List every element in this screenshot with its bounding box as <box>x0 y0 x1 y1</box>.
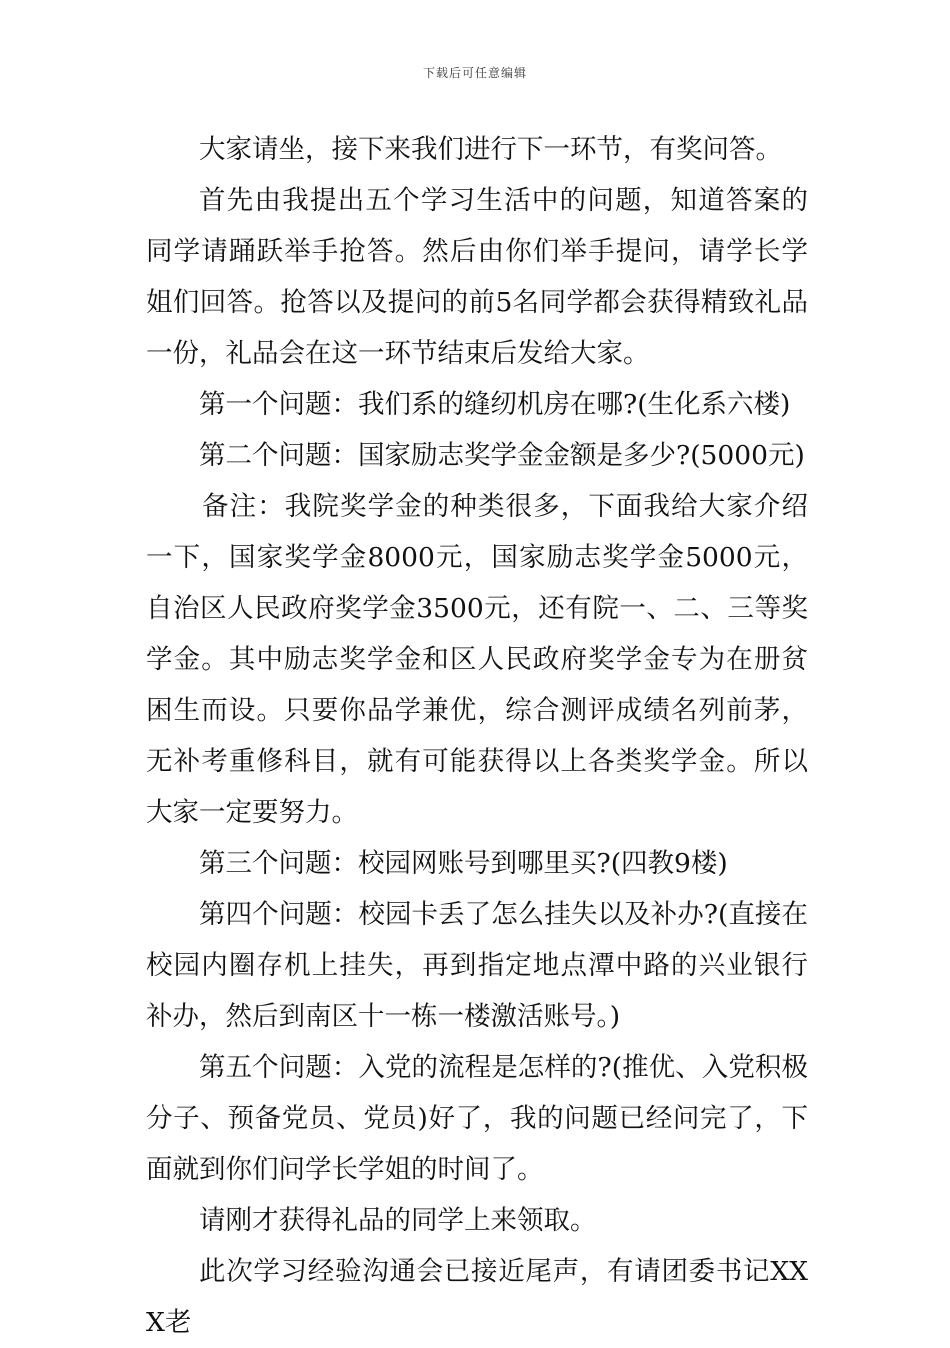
document-body <box>146 124 808 1348</box>
paragraph-question-5: 第五个问题：入党的流程是怎样的?(推优、入党积极分子、预备党员、党员)好了，我的问题已经问完了，下面就到你们问学长学姐的时间了。 <box>146 1052 808 1185</box>
paragraph-scholarship-note: 备注：我院奖学金的种类很多，下面我给大家介绍一下，国家奖学金8000元，国家励志奖学金5000元，自治区人民政府奖学金3500元，还有院一、二、三等奖学金。其中励志奖学金和区人民政府奖学金专为在册贫困生而设。只要你品学兼优，综合测评成绩名列前茅，无补考重修科目，就有可能获得以上各类奖学金。所以大家一定要努力。 <box>146 491 808 828</box>
page-header-note: 下载后可任意编辑 <box>422 66 527 80</box>
paragraph-question-2: 第二个问题：国家励志奖学金金额是多少?(5000元) <box>199 440 805 471</box>
paragraph-intro: 大家请坐，接下来我们进行下一环节，有奖问答。 <box>199 134 782 165</box>
paragraph-closing: 此次学习经验沟通会已接近尾声，有请团委书记XXX老 <box>146 1256 808 1338</box>
paragraph-question-1: 第一个问题：我们系的缝纫机房在哪?(生化系六楼) <box>199 389 791 420</box>
paragraph-question-3: 第三个问题：校园网账号到哪里买?(四教9楼) <box>199 848 728 879</box>
paragraph-question-4: 第四个问题：校园卡丢了怎么挂失以及补办?(直接在校园内圈存机上挂失，再到指定地点潭中路的兴业银行补办，然后到南区十一栋一楼激活账号。) <box>146 899 808 1032</box>
paragraph-rules: 首先由我提出五个学习生活中的问题，知道答案的同学请踊跃举手抢答。然后由你们举手提问，请学长学姐们回答。抢答以及提问的前5名同学都会获得精致礼品一份，礼品会在这一环节结束后发给大家。 <box>146 185 808 369</box>
paragraph-collect-prizes: 请刚才获得礼品的同学上来领取。 <box>199 1205 597 1236</box>
